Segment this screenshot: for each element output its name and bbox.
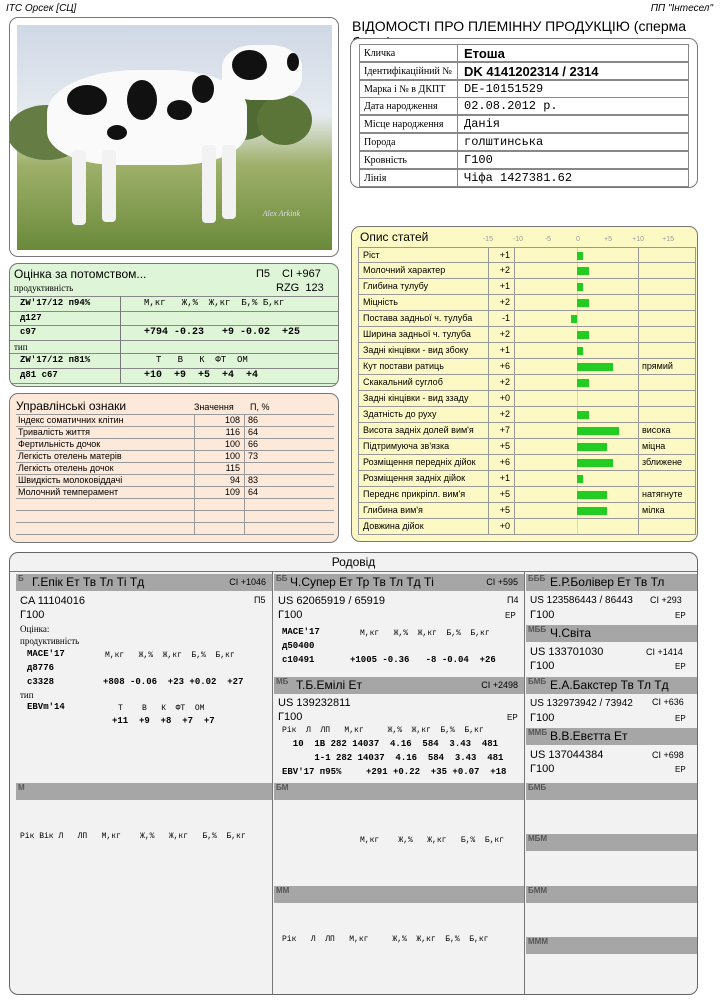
- opis-bar-cell: [515, 407, 639, 422]
- opis-trait: Глибина вим'я: [359, 503, 489, 518]
- opis-descriptor: зближене: [642, 457, 683, 467]
- opis-value: +6: [489, 455, 515, 470]
- opis-bar-cell: [515, 375, 639, 390]
- ident-row: [359, 97, 689, 115]
- opis-row: [358, 295, 696, 311]
- opis-trait: Міцність: [359, 295, 489, 310]
- progeny-r3a: с97: [20, 327, 37, 337]
- opis-row: [358, 391, 696, 407]
- opis-scale-tick: -10: [512, 236, 523, 243]
- opis-bar: [577, 491, 607, 499]
- opis-value: +0: [489, 391, 515, 406]
- mmb-name: В.В.Евєтта Ет: [550, 729, 628, 743]
- ident-key: Ідентифікаційний №: [360, 63, 458, 79]
- progeny-r5a: д81 с67: [20, 370, 58, 380]
- opis-row: [358, 263, 696, 279]
- opis-bar: [577, 475, 583, 483]
- header-right: ПП "Інтесел": [650, 3, 713, 14]
- paternal-grandsire-header: ББ Ч.Супер Ет Тр Тв Тл Тд Ті CI +595: [274, 574, 524, 591]
- ident-key: Дата народження: [360, 98, 458, 114]
- opis-scale-tick: -5: [544, 236, 552, 243]
- opis-trait: Молочний характер: [359, 263, 489, 278]
- opis-row: [358, 471, 696, 487]
- opis-title: Опис статей: [360, 230, 429, 244]
- bmm-header: БММ: [526, 886, 698, 903]
- opis-value: +1: [489, 248, 515, 262]
- opis-value: +7: [489, 423, 515, 438]
- identification-panel: [350, 38, 698, 188]
- opis-value: +2: [489, 327, 515, 342]
- progeny-r1h: М,кг Ж,% Ж,кг Б,% Б,кг: [144, 298, 285, 308]
- pedigree-panel: Родовід Б Г.Епік Ет Тв Тл Ті Тд CI +1046 CA 11104016 П5 Г100 Оцінка: продуктивність MACE'17 М,кг Ж,% Ж,кг Б,% Б,кг д8776 с3328 +808 -0.06 +23 +0.02 +27 тип EBVm'14 Т В К ФТ ОМ +11 +9 +8 +7 +7 ББ Ч.Супер Ет Тр Тв Тл Тд Ті CI +595 US 62065919 / 65919 П4 Г100 ЕР MACE'17 М,кг Ж,% Ж,кг Б,% Б,кг д50400 с10491 +1005 -0.36 -8 -0.04 +26 БББ Е.Р.Болівер Ет Тв Тл US 123586443 / 86443 CI +293 Г100 ЕР МББ Ч.Світа US 133701030 CI +1414 Г100 ЕР МБ Т.Б.Емілі Ет CI +2498 US 139232811 Г100 ЕР Рік Л ЛП М,кг Ж,% Ж,кг Б,% Б,кг 10 1В 282 14037 4.16 584 3.43 481 1-1 282 14037 4.16 584 3.43 481 EBV'17 п95% +291 +0.22 +35 +0.07 +18 БМБ Е.А.Бакстер Тв Тл Тд US 132973942 / 73942 CI +636 Г100 ЕР ММБ В.В.Евєтта Ет US 137044384 CI +698 Г100 ЕР М Рік Вік Л ЛП М,кг Ж,% Ж,кг Б,% Б,кг БМ М,кг Ж,% Ж,кг Б,% Б,кг БМБ МБМ ММ Рік Л ЛП М,кг Ж,% Ж,кг Б,% Б,кг БММ МММ: [9, 552, 698, 995]
- opis-bar-cell: [515, 343, 639, 358]
- mgmt-p: 64: [248, 427, 259, 437]
- mgmt-title: Управлінські ознаки: [16, 399, 127, 413]
- bmb2-header: БМБ: [526, 783, 698, 800]
- ident-row: [359, 133, 689, 151]
- opis-bar: [577, 379, 589, 387]
- opis-descriptor: [639, 295, 695, 310]
- opis-trait: Переднє прикріпл. вим'я: [359, 487, 489, 502]
- paternal-grandsire-name: Ч.Супер Ет Тр Тв Тл Тд Ті: [290, 575, 434, 589]
- opis-descriptor: [639, 343, 695, 358]
- progeny-ci: CI +967: [282, 268, 321, 280]
- opis-row: [358, 279, 696, 295]
- ident-value: голштинська: [464, 135, 544, 149]
- ident-value: Чіфа 1427381.62: [464, 170, 573, 185]
- ident-key: Кровність: [360, 152, 458, 168]
- mgmt-n: Легкість отелень дочок: [18, 463, 114, 473]
- opis-row: [358, 503, 696, 519]
- opis-descriptor: [639, 327, 695, 342]
- opis-bar-cell: [515, 471, 639, 486]
- mgmt-v: 109: [224, 487, 240, 497]
- opis-value: +1: [489, 343, 515, 358]
- management-panel: [9, 393, 339, 543]
- progeny-title: Оцінка за потомством...: [14, 267, 147, 281]
- ident-value: 02.08.2012 р.: [464, 99, 558, 114]
- mgmt-n: Індекс соматичних клітин: [18, 415, 124, 425]
- mgmt-n: Молочний темперамент: [18, 487, 119, 497]
- opis-trait: Задні кінцівки - вид збоку: [359, 343, 489, 358]
- ident-key: Лінія: [360, 170, 458, 186]
- opis-row: [358, 439, 696, 455]
- opis-value: +1: [489, 471, 515, 486]
- opis-row: [358, 455, 696, 471]
- opis-bar: [577, 507, 607, 515]
- header-left: ІТС Орсек [СЦ]: [6, 3, 77, 14]
- ident-row: [359, 44, 689, 62]
- opis-row: [358, 343, 696, 359]
- opis-descriptor: [639, 311, 695, 326]
- opis-value: +1: [489, 279, 515, 294]
- opis-bar: [577, 411, 589, 419]
- bull-photo: [17, 25, 332, 250]
- ident-value: DK 4141202314 / 2314: [464, 63, 599, 79]
- opis-trait: Постава задньої ч. тулуба: [359, 311, 489, 326]
- opis-bar: [577, 363, 613, 371]
- ident-key: Кличка: [360, 45, 458, 61]
- opis-bar-cell: [515, 503, 639, 518]
- opis-bar: [577, 443, 607, 451]
- mgmt-v: 115: [225, 463, 240, 473]
- opis-descriptor: [639, 375, 695, 390]
- opis-descriptor: [639, 519, 695, 534]
- opis-descriptor: прямий: [642, 361, 673, 371]
- photo-watermark: Alex Arkink: [262, 209, 300, 218]
- progeny-sub: продуктивність: [14, 283, 74, 293]
- ident-value: DE-10151529: [464, 81, 544, 96]
- opis-bar-cell: [515, 263, 639, 278]
- progeny-p: П5: [256, 268, 271, 280]
- ident-value: Етоша: [464, 46, 505, 61]
- opis-scale-tick: +5: [604, 236, 613, 243]
- opis-trait: Ріст: [359, 248, 489, 262]
- opis-row: [358, 407, 696, 423]
- ident-row: [359, 169, 689, 187]
- mm-header: ММ: [274, 886, 524, 903]
- opis-trait: Ширина задньої ч. тулуба: [359, 327, 489, 342]
- opis-value: +5: [489, 439, 515, 454]
- mgmt-n: Легкість отелень матерів: [18, 451, 122, 461]
- opis-bar-cell: [515, 391, 639, 406]
- opis-trait: Підтримуюча зв'язка: [359, 439, 489, 454]
- opis-bar: [577, 331, 589, 339]
- opis-bar: [577, 347, 583, 355]
- ident-value: Данія: [464, 117, 501, 132]
- mgmt-p: 73: [248, 451, 259, 461]
- page-title: ВІДОМОСТІ ПРО ПЛЕМІННУ ПРОДУКЦІЮ (сперма: [352, 18, 687, 34]
- opis-row: [358, 359, 696, 375]
- opis-scale-tick: +10: [632, 236, 644, 243]
- opis-bar-cell: [515, 279, 639, 294]
- opis-descriptor: міцна: [642, 441, 666, 451]
- opis-bar: [577, 267, 589, 275]
- opis-bar-cell: [515, 439, 639, 454]
- opis-value: +2: [489, 295, 515, 310]
- opis-row: [358, 327, 696, 343]
- opis-descriptor: мілка: [642, 505, 665, 515]
- mgmt-v: 100: [224, 451, 240, 461]
- opis-trait: Скакальний суглоб: [359, 375, 489, 390]
- mgmt-v: 108: [224, 415, 240, 425]
- photo-panel: [9, 17, 339, 257]
- opis-row: [358, 487, 696, 503]
- opis-value: +0: [489, 519, 515, 534]
- opis-row: [358, 375, 696, 391]
- ident-key: Порода: [360, 134, 458, 150]
- progeny-r5v: +10 +9 +5 +4 +4: [144, 370, 259, 381]
- opis-row: [358, 519, 696, 535]
- conformation-panel: [351, 226, 698, 542]
- opis-scale-tick: 0: [576, 236, 580, 243]
- opis-descriptor: [639, 263, 695, 278]
- mgmt-v: 94: [229, 475, 240, 485]
- mgmt-h-p: П, %: [250, 402, 270, 412]
- mgmt-p: 83: [248, 475, 259, 485]
- dam-header: М: [16, 783, 272, 800]
- opis-value: +2: [489, 407, 515, 422]
- mbb-name: Ч.Світа: [550, 626, 592, 640]
- opis-bar-cell: [515, 519, 639, 534]
- opis-bar-cell: [515, 311, 639, 326]
- opis-scale-tick: +15: [662, 236, 675, 243]
- bm-header: БМ: [274, 783, 524, 800]
- ident-row: [359, 62, 689, 80]
- mgmt-p: 64: [248, 487, 259, 497]
- mmb-header: ММБ В.В.Евєтта Ет: [526, 728, 698, 745]
- opis-value: +5: [489, 487, 515, 502]
- mgmt-v: 116: [225, 427, 240, 437]
- bbb-name: Е.Р.Болівер Ет Тв Тл: [550, 575, 665, 589]
- mgmt-n: Швидкість молоковіддачі: [18, 475, 123, 485]
- mgmt-n: Фертильність дочок: [18, 439, 101, 449]
- opis-bar: [577, 427, 619, 435]
- mbb-header: МББ Ч.Світа: [526, 625, 698, 642]
- mgmt-v: 100: [224, 439, 240, 449]
- ident-value: Г100: [464, 152, 493, 167]
- sire-header: Б Г.Епік Ет Тв Тл Ті Тд CI +1046: [16, 574, 272, 591]
- mmm-header: МММ: [526, 937, 698, 954]
- opis-row: [358, 423, 696, 439]
- opis-trait: Довжина дійок: [359, 519, 489, 534]
- progeny-panel: [9, 263, 339, 387]
- opis-trait: Здатність до руху: [359, 407, 489, 422]
- mgmt-h-val: Значення: [194, 402, 234, 412]
- opis-bar-cell: [515, 295, 639, 310]
- pedigree-title: Родовід: [331, 555, 376, 569]
- opis-descriptor: [639, 279, 695, 294]
- opis-descriptor: висока: [642, 425, 671, 435]
- bmb-header: БМБ Е.А.Бакстер Тв Тл Тд: [526, 677, 698, 694]
- progeny-r4h: Т В К ФТ ОМ: [156, 355, 248, 365]
- opis-value: +2: [489, 263, 515, 278]
- mgmt-p: 66: [248, 439, 259, 449]
- opis-bar-cell: [515, 327, 639, 342]
- bbb-header: БББ Е.Р.Болівер Ет Тв Тл: [526, 574, 698, 591]
- opis-bar: [577, 252, 583, 260]
- opis-scale-tick: -15: [482, 236, 493, 243]
- opis-descriptor: [639, 407, 695, 422]
- opis-bar: [577, 299, 589, 307]
- opis-bar-cell: [515, 487, 639, 502]
- opis-trait: Глибина тулубу: [359, 279, 489, 294]
- opis-descriptor: [639, 248, 695, 262]
- sire-name: Г.Епік Ет Тв Тл Ті Тд: [32, 575, 145, 589]
- bmb-name: Е.А.Бакстер Тв Тл Тд: [550, 678, 669, 692]
- opis-bar-cell: [515, 359, 639, 374]
- progeny-r1a: ZW'17/12 п94%: [20, 298, 91, 308]
- progeny-tip: тип: [14, 342, 28, 352]
- opis-descriptor: [639, 471, 695, 486]
- opis-descriptor: [639, 391, 695, 406]
- opis-value: +5: [489, 503, 515, 518]
- ident-key: Марка і № в ДКПТ: [360, 81, 458, 97]
- opis-trait: Розміщення передніх дійок: [359, 455, 489, 470]
- opis-trait: Задні кінцівки - вид ззаду: [359, 391, 489, 406]
- opis-trait: Висота задніх долей вим'я: [359, 423, 489, 438]
- sire-id: CA 11104016: [20, 595, 86, 607]
- opis-bar-cell: [515, 455, 639, 470]
- mgmt-p: 86: [248, 415, 259, 425]
- mb-header: МБ Т.Б.Емілі Ет CI +2498: [274, 677, 524, 694]
- opis-bar-cell: [515, 248, 639, 262]
- opis-row: [358, 311, 696, 327]
- progeny-r4a: ZW'17/12 п81%: [20, 355, 91, 365]
- progeny-r2: д127: [20, 313, 42, 323]
- ident-key: Місце народження: [360, 116, 458, 132]
- opis-bar-cell: [515, 423, 639, 438]
- progeny-r3v: +794 -0.23 +9 -0.02 +25: [144, 327, 301, 338]
- opis-value: +6: [489, 359, 515, 374]
- opis-trait: Кут постави ратиць: [359, 359, 489, 374]
- opis-bar: [577, 459, 613, 467]
- ident-row: [359, 151, 689, 169]
- mgmt-n: Тривалість життя: [18, 427, 90, 437]
- progeny-rzg: RZG 123: [276, 282, 324, 294]
- opis-row: [358, 247, 696, 263]
- opis-value: -1: [489, 311, 515, 326]
- ident-row: [359, 115, 689, 133]
- opis-value: +2: [489, 375, 515, 390]
- opis-trait: Розміщення задніх дійок: [359, 471, 489, 486]
- opis-descriptor: натягнуте: [642, 489, 683, 499]
- opis-bar: [571, 315, 577, 323]
- mb-name: Т.Б.Емілі Ет: [296, 678, 362, 692]
- mbm-header: МБМ: [526, 834, 698, 851]
- opis-bar: [577, 283, 583, 291]
- ident-row: [359, 80, 689, 98]
